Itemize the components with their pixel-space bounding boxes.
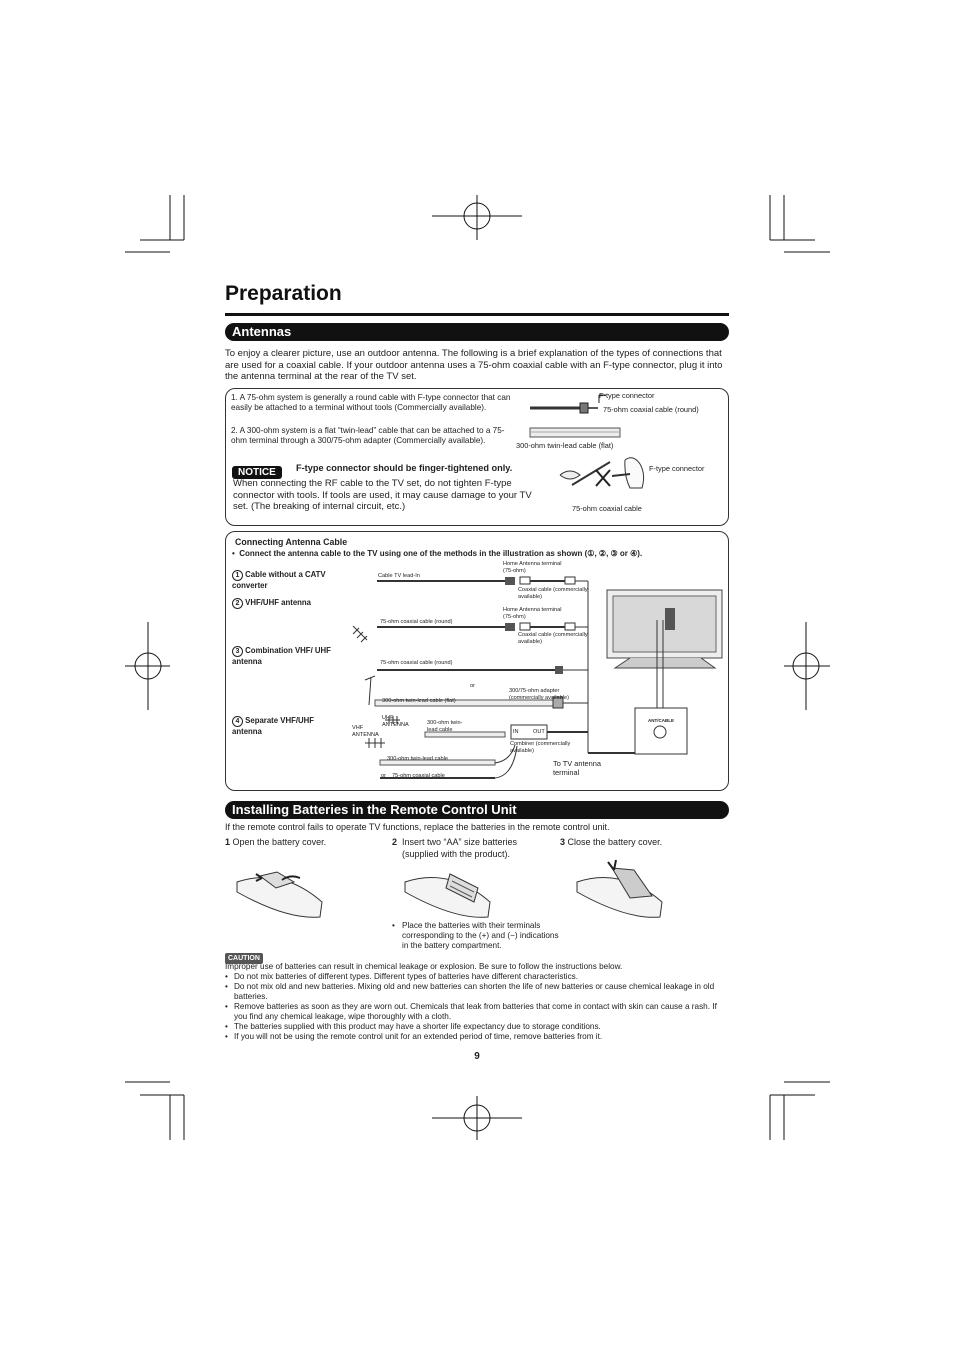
method-4-number: 4	[232, 716, 243, 727]
battery-step-2	[392, 837, 542, 860]
caution-item: • If you will not be using the remote control unit for an extended period of time, remove batteries from it.	[225, 1032, 603, 1041]
antenna-type-2: 2. A 300-ohm system is a flat “twin-lead” cable that can be attached to a 75-ohm terminal through a 300/75-ohm adapter (Commercially available).	[231, 426, 505, 445]
connecting-instruction: Connect the antenna cable to the TV using one of the methods in the illustration as shown (①, ②, ③ or ④).	[239, 549, 643, 558]
page-number: 9	[474, 1051, 480, 1062]
caution-intro: Improper use of batteries can result in chemical leakage or explosion. Be sure to follow the instructions below.	[225, 962, 623, 971]
battery-step-3-number: 3	[560, 837, 566, 847]
antenna-type-1: 1. A 75-ohm system is generally a round cable with F-type connector that can easily be attached to a terminal without tools (Commercially available).	[231, 393, 511, 412]
label-twin-lead-300b: 300-ohm twin-lead cable	[387, 756, 448, 762]
caution-list	[225, 972, 730, 1042]
caution-item: • Do not mix old and new batteries. Mixing old and new batteries can shorten the life of new batteries or cause chemical leakage in old batteries.	[225, 982, 730, 1002]
caution-item-text: Do not mix old and new batteries. Mixing old and new batteries can shorten the life of new batteries or cause chemical leakage in old batteries.	[234, 982, 715, 1001]
label-twin-lead-flat: 300-ohm twin-lead cable (flat)	[516, 441, 614, 450]
remote-open-cover-illustration	[232, 862, 332, 922]
label-cable-tv-lead-in: Cable TV lead-In	[378, 573, 420, 579]
caution-item-text: Remove batteries as soon as they are worn out. Chemicals that leak from batteries that come in contact with skin can cause a rash. If you find any chemical leakage, wipe thoroughly with a cloth.	[234, 1002, 717, 1021]
label-to-tv-antenna-terminal: To TV antenna terminal	[553, 759, 601, 777]
notice-text: When connecting the RF cable to the TV set, do not tighten F-type connector with tools. If tools are used, it may cause damage to your TV set. (The breaking of internal circuit, etc.)	[233, 478, 532, 512]
label-twin-lead-300: 300-ohm twin-lead cable	[427, 720, 463, 733]
battery-step-1-number: 1	[225, 837, 231, 847]
label-vhf-antenna: VHF ANTENNA	[352, 725, 379, 738]
batteries-intro: If the remote control fails to operate TV functions, replace the batteries in the remote control unit.	[225, 822, 610, 832]
method-4	[232, 716, 332, 737]
label-ant-cable: ANT/CABLE	[648, 718, 674, 723]
label-home-antenna-terminal-1: Home Antenna terminal (75-ohm)	[503, 561, 562, 574]
caution-item: • Remove batteries as soon as they are worn out. Chemicals that leak from batteries that come in contact with skin can cause a rash. If you find any chemical leakage, wipe thoroughly with a cloth.	[225, 1002, 730, 1022]
label-f-type-connector-2: F-type connector	[649, 464, 705, 473]
antennas-heading: Antennas	[225, 323, 729, 341]
label-coax-cable: 75-ohm coaxial cable	[572, 504, 642, 513]
battery-step-2-text: Insert two “AA” size batteries (supplied with the product).	[402, 837, 518, 859]
battery-step-3-text: Close the battery cover.	[567, 837, 663, 847]
notice-title: F-type connector should be finger-tightened only.	[296, 463, 513, 473]
battery-step-1	[225, 837, 385, 849]
label-coaxial-cable-1: Coaxial cable (commercially available)	[518, 587, 588, 600]
label-twin-lead-flat-2: 300-ohm twin-lead cable (flat)	[382, 698, 456, 704]
method-1-number: 1	[232, 570, 243, 581]
battery-step-3	[560, 837, 720, 849]
connecting-heading: Connecting Antenna Cable	[235, 537, 348, 547]
caution-item-text: The batteries supplied with this product may have a shorter life expectancy due to storage conditions.	[234, 1022, 601, 1031]
cable-illustration	[520, 390, 720, 515]
method-3	[232, 646, 332, 667]
label-coax-round-2: 75-ohm coaxial cable (round)	[380, 619, 453, 625]
page-title: Preparation	[225, 282, 342, 305]
caution-item-text: Do not mix batteries of different types. Different types of batteries have different characteristics.	[234, 972, 579, 981]
notice-badge: NOTICE	[232, 466, 282, 479]
battery-place-note: • Place the batteries with their terminals corresponding to the (+) and (−) indications in the battery compartment.	[392, 921, 562, 951]
method-3-label: Combination VHF/ UHF antenna	[232, 646, 331, 666]
label-uhf-antenna: UHF ANTENNA	[382, 715, 409, 728]
label-f-type-connector: F-type connector	[599, 391, 655, 400]
label-coax-round-3: 75-ohm coaxial cable (round)	[380, 660, 453, 666]
label-coax-75: 75-ohm coaxial cable	[392, 773, 445, 779]
title-rule	[225, 313, 729, 316]
label-in: IN	[513, 729, 519, 735]
method-1-label: Cable without a CATV converter	[232, 570, 326, 590]
method-2	[232, 598, 342, 609]
remote-close-cover-illustration	[572, 858, 672, 918]
label-adapter: 300/75-ohm adapter (commercially available)	[509, 688, 569, 701]
caution-item: • The batteries supplied with this product may have a shorter life expectancy due to storage conditions.	[225, 1022, 601, 1031]
batteries-heading: Installing Batteries in the Remote Control Unit	[225, 801, 729, 819]
method-1	[232, 570, 342, 591]
method-3-number: 3	[232, 646, 243, 657]
label-coax-round: 75-ohm coaxial cable (round)	[603, 405, 699, 414]
method-2-number: 2	[232, 598, 243, 609]
caution-badge: CAUTION	[225, 953, 263, 964]
label-out: OUT	[533, 729, 545, 735]
caution-item: • Do not mix batteries of different types. Different types of batteries have different characteristics.	[225, 972, 579, 981]
label-combiner: Combiner (commercially available)	[510, 741, 571, 754]
antennas-intro: To enjoy a clearer picture, use an outdoor antenna. The following is a brief explanation of the types of connections that are used for a coaxial cable. If your outdoor antenna uses a 75-ohm coaxial cable with an F-type connector, plug it into the antenna terminal at the rear of the TV set.	[225, 348, 723, 382]
label-coaxial-cable-2: Coaxial cable (commercially available)	[518, 632, 588, 645]
label-home-antenna-terminal-2: Home Antenna terminal (75-ohm)	[503, 607, 562, 620]
label-or-1: or	[470, 683, 475, 689]
caution-item-text: If you will not be using the remote control unit for an extended period of time, remove batteries from it.	[234, 1032, 603, 1041]
method-4-label: Separate VHF/UHF antenna	[232, 716, 315, 736]
remote-insert-batteries-illustration	[400, 862, 500, 922]
battery-step-2-number: 2	[392, 837, 398, 847]
battery-place-note-text: Place the batteries with their terminals corresponding to the (+) and (−) indications in the battery compartment.	[402, 921, 559, 950]
method-2-label: VHF/UHF antenna	[245, 598, 312, 607]
connecting-instruction-row: • Connect the antenna cable to the TV using one of the methods in the illustration as shown (①, ②, ③ or ④).	[232, 549, 643, 558]
battery-step-1-text: Open the battery cover.	[232, 837, 327, 847]
label-or-2: or	[381, 773, 386, 779]
